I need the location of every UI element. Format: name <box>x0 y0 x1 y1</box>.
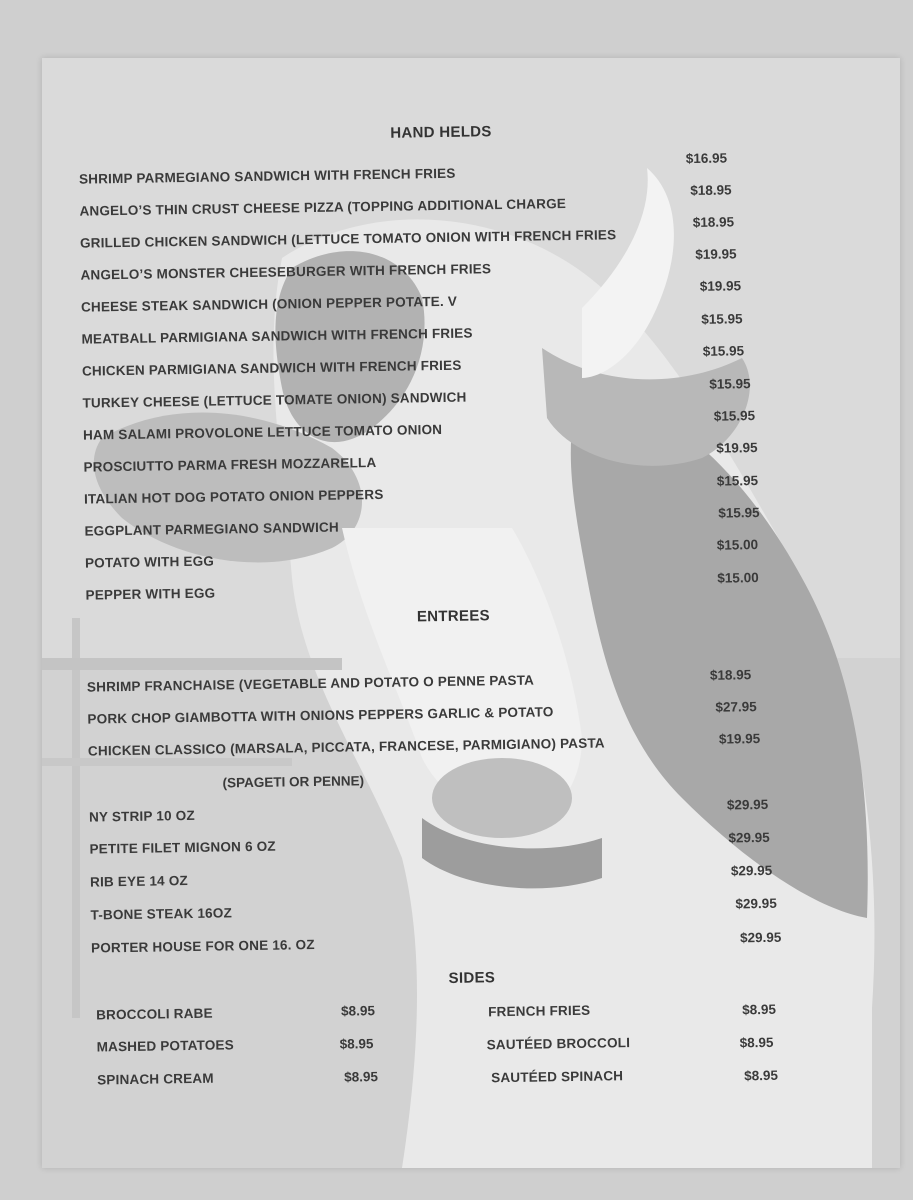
section-heading-hand-helds: HAND HELDS <box>390 123 492 142</box>
side-item: SAUTÉED SPINACH <box>491 1068 624 1086</box>
menu-item-price: $15.00 <box>717 570 759 586</box>
menu-item-price: $15.95 <box>718 505 760 521</box>
menu-item: PROSCIUTTO PARMA FRESH MOZZARELLA <box>83 455 377 475</box>
side-item-price: $8.95 <box>744 1067 779 1084</box>
menu-item-price: $19.95 <box>695 246 737 262</box>
menu-item: EGGPLANT PARMEGIANO SANDWICH <box>84 519 339 539</box>
menu-item: POTATO WITH EGG <box>84 553 215 571</box>
menu-item: PORK CHOP GIAMBOTTA WITH ONIONS PEPPERS GARLIC & POTATO <box>87 704 554 727</box>
side-item-price: $8.95 <box>339 1036 374 1052</box>
menu-item-price: $19.95 <box>699 278 742 294</box>
menu-item: T-BONE STEAK 16OZ <box>90 905 233 923</box>
menu-item-price: $19.95 <box>718 731 761 747</box>
menu-item-price: $29.95 <box>726 796 769 813</box>
menu-item-price: $29.95 <box>730 862 773 879</box>
menu-item: PETITE FILET MIGNON 6 OZ <box>89 838 276 857</box>
menu-item: GRILLED CHICKEN SANDWICH (LETTUCE TOMATO ONION WITH FRENCH FRIES <box>79 227 617 251</box>
menu-item-price: $27.95 <box>715 699 757 715</box>
side-item: MASHED POTATOES <box>96 1037 235 1055</box>
menu-item-price: $29.95 <box>728 829 770 846</box>
side-item: SAUTÉED BROCCOLI <box>486 1035 631 1053</box>
menu-item: ANGELO’S MONSTER CHEESEBURGER WITH FRENCH FRIES <box>80 261 492 283</box>
menu-item: CHEESE STEAK SANDWICH (ONION PEPPER POTATE. V <box>80 293 458 315</box>
menu-item: MEATBALL PARMIGIANA SANDWICH WITH FRENCH FRIES <box>81 325 473 347</box>
side-item: BROCCOLI RABE <box>96 1005 213 1023</box>
menu-page <box>42 58 900 1168</box>
menu-item: HAM SALAMI PROVOLONE LETTUCE TOMATO ONION <box>82 421 443 443</box>
menu-item: SHRIMP PARMEGIANO SANDWICH WITH FRENCH FRIES <box>78 165 456 187</box>
side-item: SPINACH CREAM <box>97 1070 214 1088</box>
menu-item-price: $19.95 <box>716 440 758 456</box>
side-item-price: $8.95 <box>742 1001 777 1018</box>
menu-item: TURKEY CHEESE (LETTUCE TOMATE ONION) SANDWICH <box>82 389 467 411</box>
menu-item: NY STRIP 10 OZ <box>88 807 195 825</box>
menu-item-price: $16.95 <box>685 150 728 167</box>
menu-item-price: $15.95 <box>702 343 745 359</box>
menu-item-price: $29.95 <box>735 895 777 912</box>
side-item-price: $8.95 <box>344 1069 379 1085</box>
side-item-price: $8.95 <box>340 1003 376 1019</box>
menu-item: CHICKEN PARMIGIANA SANDWICH WITH FRENCH FRIES <box>81 357 462 379</box>
menu-item-price: $15.95 <box>716 473 759 489</box>
section-heading-sides: SIDES <box>448 969 496 987</box>
menu-item-price: $18.95 <box>690 182 732 199</box>
menu-item: CHICKEN CLASSICO (MARSALA, PICCATA, FRANCESE, PARMIGIANO) PASTA <box>87 735 605 759</box>
menu-item: ITALIAN HOT DOG POTATO ONION PEPPERS <box>83 486 384 507</box>
section-heading-entrees: ENTREES <box>416 607 490 626</box>
side-item-price: $8.95 <box>739 1034 774 1051</box>
pasta-choice-note: (SPAGETI OR PENNE) <box>222 773 365 791</box>
menu-item: PORTER HOUSE FOR ONE 16. OZ <box>90 937 315 956</box>
menu-item: RIB EYE 14 OZ <box>89 873 189 890</box>
menu-item-price: $18.95 <box>709 667 752 683</box>
menu-item: ANGELO’S THIN CRUST CHEESE PIZZA (TOPPING ADDITIONAL CHARGE <box>79 196 567 219</box>
menu-content <box>42 58 900 1168</box>
side-item: FRENCH FRIES <box>488 1002 591 1020</box>
menu-item: SHRIMP FRANCHAISE (VEGETABLE AND POTATO O PENNE PASTA <box>86 672 535 695</box>
menu-item: PEPPER WITH EGG <box>85 585 216 603</box>
menu-item-price: $29.95 <box>739 929 782 946</box>
menu-item-price: $15.95 <box>709 376 751 392</box>
menu-item-price: $15.00 <box>716 537 759 553</box>
menu-item-price: $15.95 <box>713 408 756 424</box>
menu-item-price: $15.95 <box>701 311 743 327</box>
menu-item-price: $18.95 <box>692 214 735 231</box>
